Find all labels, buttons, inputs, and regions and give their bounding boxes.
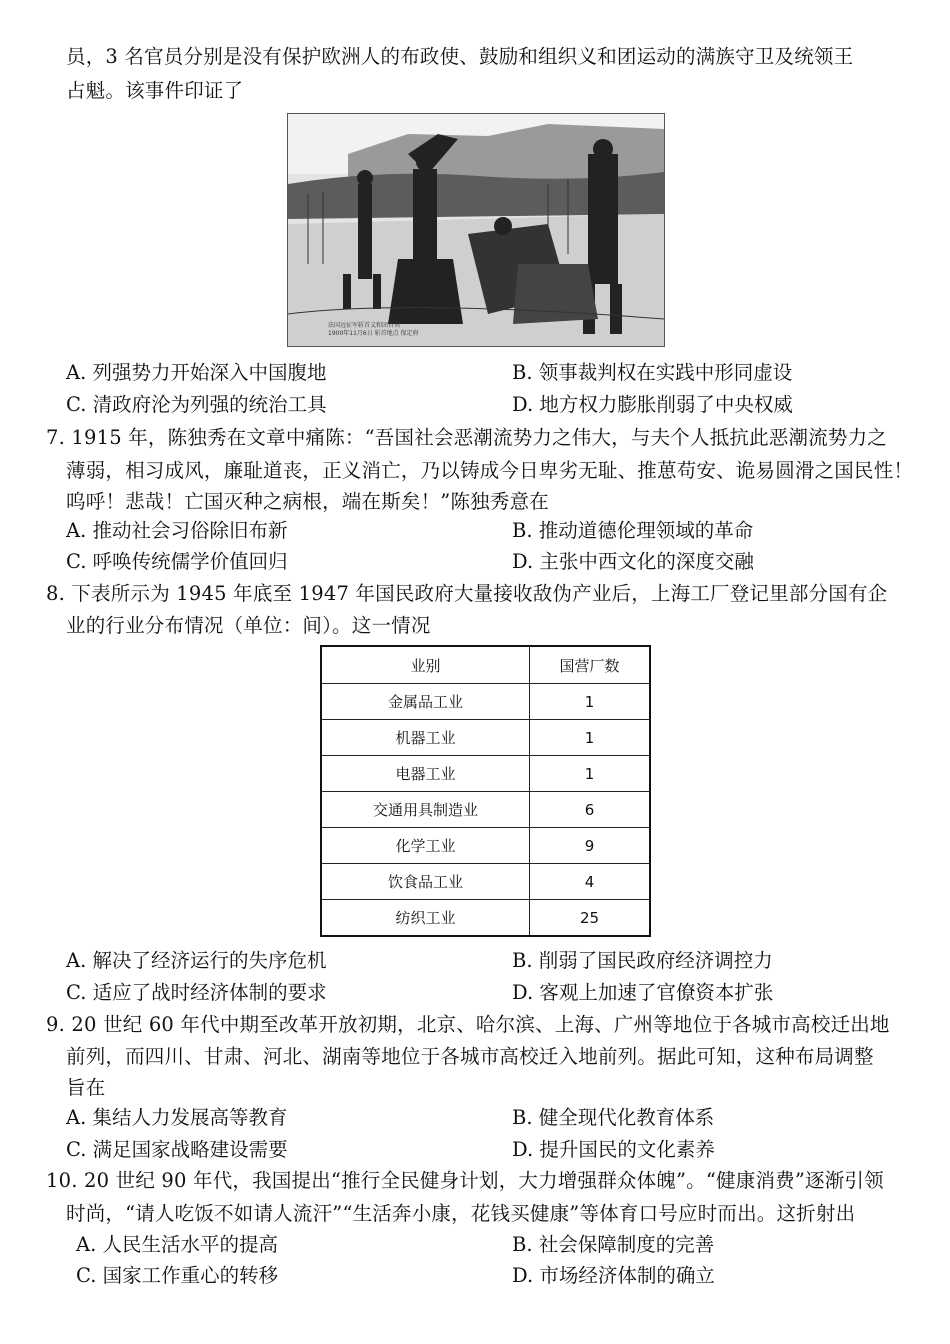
q10-option-a: A. 人民生活水平的提高 xyxy=(76,1233,278,1256)
q10-stem-line-2: 时尚，“请人吃饭不如请人流汗”“生活奔小康，花钱买健康”等体育口号应时而出。这折射出 xyxy=(66,1202,856,1225)
table-row xyxy=(321,684,650,720)
q6-stem-line-2: 占魁。该事件印证了 xyxy=(66,79,244,102)
q6-option-c: C. 清政府沦为列强的统治工具 xyxy=(66,393,327,416)
q9-stem-line-2: 前列，而四川、甘肃、河北、湖南等地位于各城市高校迁入地前列。据此可知，这种布局调整 xyxy=(66,1045,874,1068)
q6-option-d: D. 地方权力膨胀削弱了中央权威 xyxy=(512,393,793,416)
q7-option-b: B. 推动道德伦理领域的革命 xyxy=(512,519,754,542)
table-row xyxy=(321,864,650,900)
q8-stem-line-1: 8. 下表所示为 1945 年底至 1947 年国民政府大量接收敌伪产业后，上海工厂登记里部分国有企 xyxy=(46,582,888,605)
q8-stem-line-2: 业的行业分布情况（单位：间）。这一情况 xyxy=(66,614,431,637)
table-cell-industry: 饮食品工业 xyxy=(321,864,530,900)
table-cell-industry: 纺织工业 xyxy=(321,900,530,937)
table-header-row xyxy=(321,646,650,684)
caption-line-2: 1900年11月6日 斩首地点 保定府 xyxy=(328,330,419,337)
execution-illustration xyxy=(287,113,665,347)
table-cell-count: 1 xyxy=(530,756,650,792)
caption-line-1: 法国远征军斩首义和团首领 xyxy=(328,322,401,329)
table-header-industry: 业别 xyxy=(321,646,530,684)
q7-option-d: D. 主张中西文化的深度交融 xyxy=(512,550,754,573)
q6-option-b: B. 领事裁判权在实践中形同虚设 xyxy=(512,361,793,384)
q7-option-c: C. 呼唤传统儒学价值回归 xyxy=(66,550,288,573)
q9-stem-line-1: 9. 20 世纪 60 年代中期至改革开放初期，北京、哈尔滨、上海、广州等地位于各城市高校迁出地 xyxy=(46,1013,890,1036)
q7-stem-line-3: 呜呼！悲哉！亡国灭种之病根，端在斯矣！”陈独秀意在 xyxy=(66,490,549,513)
q9-option-a: A. 集结人力发展高等教育 xyxy=(66,1106,288,1129)
illustration-drawing xyxy=(288,114,664,346)
table-row xyxy=(321,756,650,792)
table-cell-industry: 机器工业 xyxy=(321,720,530,756)
table-cell-count: 1 xyxy=(530,720,650,756)
q7-stem-line-1: 7. 1915 年，陈独秀在文章中痛陈：“吾国社会恶潮流势力之伟大，与夫个人抵抗此恶潮流势力之 xyxy=(46,426,887,449)
table-cell-count: 4 xyxy=(530,864,650,900)
table-cell-count: 9 xyxy=(530,828,650,864)
q8-option-a: A. 解决了经济运行的失序危机 xyxy=(66,949,327,972)
table-cell-count: 6 xyxy=(530,792,650,828)
q7-stem-line-2: 薄弱，相习成风，廉耻道丧，正义消亡，乃以铸成今日卑劣无耻、推葸苟安、诡易圆滑之国民性！ xyxy=(66,459,914,482)
q9-stem-line-3: 旨在 xyxy=(66,1076,106,1099)
q9-option-d: D. 提升国民的文化素养 xyxy=(512,1138,715,1161)
illustration-caption xyxy=(328,322,419,338)
table-row xyxy=(321,900,650,937)
table-cell-industry: 电器工业 xyxy=(321,756,530,792)
q10-stem-line-1: 10. 20 世纪 90 年代，我国提出“推行全民健身计划，大力增强群众体魄”。“健康消费”逐渐引领 xyxy=(46,1169,884,1192)
q8-option-b: B. 削弱了国民政府经济调控力 xyxy=(512,949,773,972)
table-cell-count: 1 xyxy=(530,684,650,720)
q9-option-c: C. 满足国家战略建设需要 xyxy=(66,1138,288,1161)
table-cell-industry: 金属品工业 xyxy=(321,684,530,720)
table-row xyxy=(321,828,650,864)
q6-option-a: A. 列强势力开始深入中国腹地 xyxy=(66,361,327,384)
table-row xyxy=(321,792,650,828)
q10-option-d: D. 市场经济体制的确立 xyxy=(512,1264,715,1287)
q7-option-a: A. 推动社会习俗除旧布新 xyxy=(66,519,288,542)
table-cell-industry: 化学工业 xyxy=(321,828,530,864)
q8-option-d: D. 客观上加速了官僚资本扩张 xyxy=(512,981,774,1004)
q6-stem-line-1: 员，3 名官员分别是没有保护欧洲人的布政使、鼓励和组织义和团运动的满族守卫及统领王 xyxy=(66,45,854,68)
q8-option-c: C. 适应了战时经济体制的要求 xyxy=(66,981,327,1004)
q10-option-c: C. 国家工作重心的转移 xyxy=(76,1264,279,1287)
table-header-count: 国营厂数 xyxy=(530,646,650,684)
factory-table xyxy=(320,645,651,937)
table-row xyxy=(321,720,650,756)
q9-option-b: B. 健全现代化教育体系 xyxy=(512,1106,715,1129)
q10-option-b: B. 社会保障制度的完善 xyxy=(512,1233,715,1256)
table-cell-count: 25 xyxy=(530,900,650,937)
table-cell-industry: 交通用具制造业 xyxy=(321,792,530,828)
